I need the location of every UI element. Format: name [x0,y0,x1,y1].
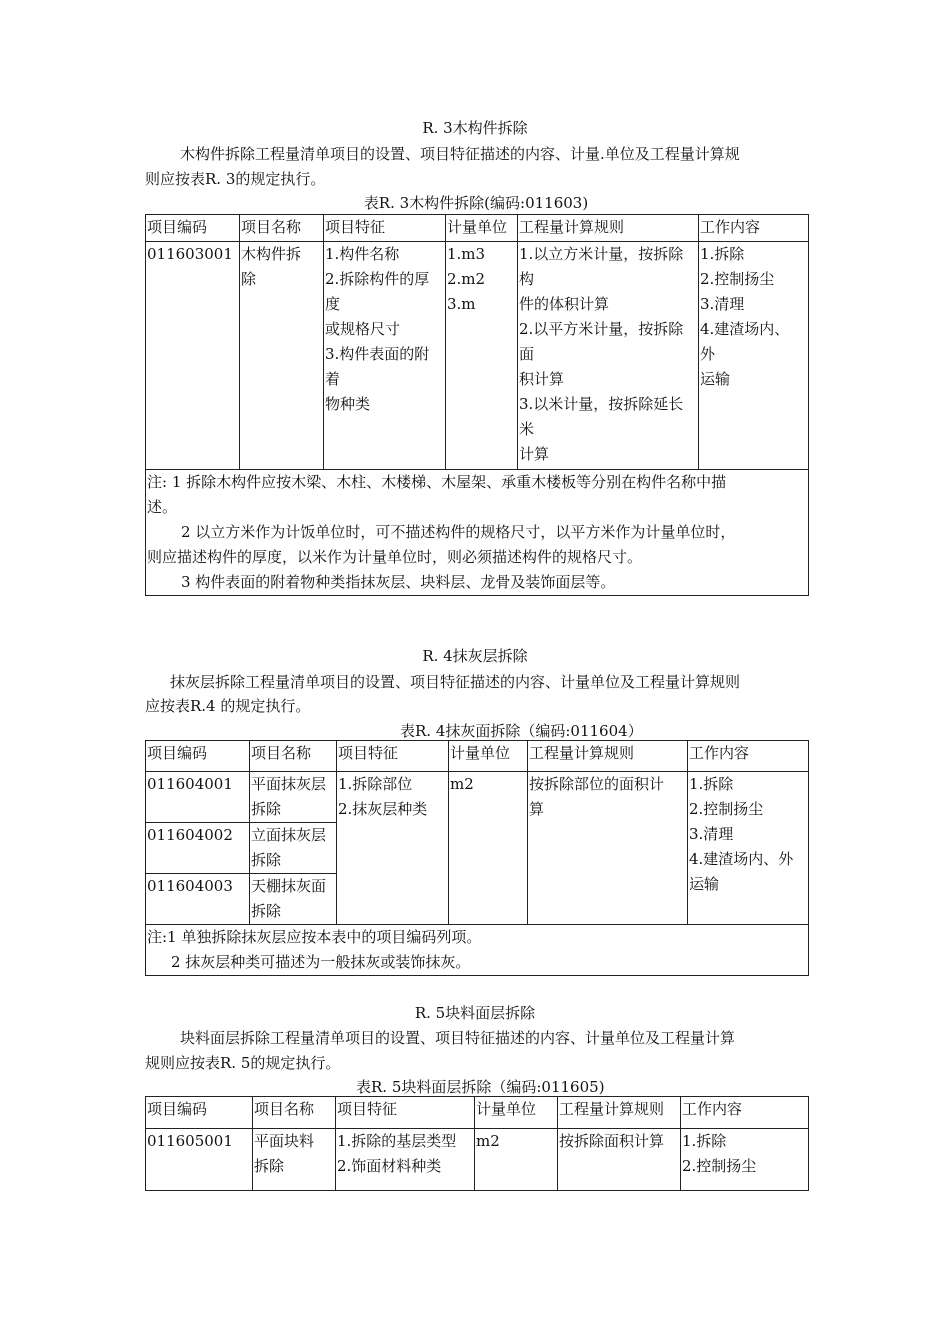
item-feature-cell [324,242,446,470]
notes-cell [146,925,809,976]
section-r5-table-caption: 表R. 5块料面层拆除（编码:011605) [356,1078,605,1096]
item-code: 011603001 [147,245,233,263]
item-name-cell [250,772,337,823]
item-code: 011604002 [147,826,233,844]
unit-line: m2 [476,1132,500,1150]
work-line: 3.清理 [700,295,745,313]
work-line: 运输 [700,370,731,388]
work-line: 3.清理 [689,825,734,843]
table-header-row [146,741,809,772]
feature-line: 度 [325,295,341,313]
header-cell: 项目特征 [324,215,446,242]
notes-cell [146,470,809,596]
unit-line: m2 [450,775,474,793]
rule-line: 构 [519,270,535,288]
header-cell: 项目编码 [146,741,250,772]
item-name-line: 拆除 [251,800,282,818]
work-line: 外 [700,345,716,363]
work-cell [688,772,809,925]
header-cell: 计量单位 [449,741,528,772]
section-r4-intro-line2: 应按表R.4 的规定执行。 [145,697,311,715]
section-r4-table-caption: 表R. 4抹灰面拆除（编码:011604） [400,722,643,740]
item-name-line: 平面抹灰层 [251,775,327,793]
note-line: 注: 1 拆除木构件应按木梁、木柱、木楼梯、木屋架、承重木楼板等分别在构件名称中描 [147,473,727,491]
section-r5-heading: R. 5块料面层拆除 [414,1004,536,1022]
feature-line: 2.饰面材料种类 [337,1157,442,1175]
feature-line: 3.构件表面的附 [325,345,430,363]
unit-cell [446,242,518,470]
feature-line: 1.构件名称 [325,245,400,263]
item-name-cell [240,242,324,470]
header-cell: 工作内容 [699,215,809,242]
header-cell: 项目编码 [146,1097,253,1129]
header-cell: 计量单位 [446,215,518,242]
rule-line: 计算 [519,445,550,463]
work-line: 1.拆除 [700,245,745,263]
table-row [146,772,809,823]
item-name-cell [253,1129,336,1191]
item-name-line: 拆除 [251,902,282,920]
notes-row [146,470,809,596]
item-name-line: 平面块料 [254,1132,315,1150]
item-code-cell [146,772,250,823]
note-line: 则应描述构件的厚度，以米作为计量单位时，则必须描述构件的规格尺寸。 [147,548,643,566]
note-line: 2 以立方米作为计饭单位时，可不描述构件的规格尺寸，以平方米作为计量单位时， [181,523,736,541]
feature-line: 2.拆除构件的厚 [325,270,430,288]
rule-line: 3.以米计量，按拆除延长 [519,395,684,413]
item-name-cell [250,874,337,925]
header-cell: 工程量计算规则 [558,1097,681,1129]
work-line: 2.控制扬尘 [700,270,775,288]
rule-line: 2.以平方米计量，按拆除 [519,320,684,338]
item-name-line: 除 [241,270,257,288]
notes-row [146,925,809,976]
section-r5-intro-line2: 规则应按表R. 5的规定执行。 [145,1054,341,1072]
feature-line: 2.抹灰层种类 [338,800,428,818]
item-code: 011604001 [147,775,233,793]
item-code: 011605001 [147,1132,233,1150]
item-name-line: 木构件拆 [241,245,302,263]
work-cell [681,1129,809,1191]
rule-line: 按拆除面积计算 [559,1132,665,1150]
unit-line: 1.m3 [447,245,486,263]
header-cell: 项目名称 [250,741,337,772]
note-line: 述。 [147,498,178,516]
item-code-cell [146,1129,253,1191]
header-cell: 项目特征 [336,1097,475,1129]
work-line: 2.控制扬尘 [682,1157,757,1175]
feature-line: 着 [325,370,341,388]
section-r3-intro-line2: 则应按表R. 3的规定执行。 [145,170,326,188]
rule-line: 算 [529,800,545,818]
table-r5 [145,1096,809,1191]
work-line: 1.拆除 [682,1132,727,1150]
rule-cell [528,772,688,925]
table-row [146,242,809,470]
unit-line: 3.m [447,295,476,313]
rule-line: 米 [519,420,535,438]
work-line: 运输 [689,875,720,893]
section-r4-intro-line1: 抹灰层拆除工程量清单项目的设置、项目特征描述的内容、计量单位及工程量计算规则 [170,673,741,691]
work-line: 2.控制扬尘 [689,800,764,818]
feature-line: 1.拆除的基层类型 [337,1132,457,1150]
unit-line: 2.m2 [447,270,486,288]
section-r3-table-caption: 表R. 3木构件拆除(编码:011603) [363,194,589,212]
header-cell: 工程量计算规则 [528,741,688,772]
item-feature-cell [337,772,449,925]
section-r5-intro-line1: 块料面层拆除工程量清单项目的设置、项目特征描述的内容、计量单位及工程量计算 [180,1029,736,1047]
unit-cell [449,772,528,925]
item-name-line: 拆除 [251,851,282,869]
rule-line: 件的体积计算 [519,295,610,313]
rule-line: 积计算 [519,370,565,388]
item-code-cell [146,823,250,874]
table-header-row [146,1097,809,1129]
header-cell: 计量单位 [475,1097,558,1129]
feature-line: 或规格尺寸 [325,320,401,338]
item-name-line: 立面抹灰层 [251,826,327,844]
table-r4 [145,740,809,976]
item-code: 011604003 [147,877,233,895]
work-line: 1.拆除 [689,775,734,793]
item-name-line: 天棚抹灰面 [251,877,327,895]
section-r4-heading: R. 4抹灰层拆除 [422,647,528,665]
unit-cell [475,1129,558,1191]
header-cell: 项目特征 [337,741,449,772]
note-line: 2 抹灰层种类可描述为一般抹灰或装饰抹灰。 [171,953,471,971]
note-line: 注:1 单独拆除抹灰层应按本表中的项目编码列项。 [147,928,482,946]
work-cell [699,242,809,470]
section-r3-intro-line1: 木构件拆除工程量清单项目的设置、项目特征描述的内容、计量.单位及工程量计算规 [180,145,740,163]
header-cell: 项目编码 [146,215,240,242]
work-line: 4.建渣场内、 [700,320,790,338]
rule-line: 面 [519,345,535,363]
header-cell: 项目名称 [253,1097,336,1129]
item-code-cell [146,242,240,470]
table-r3 [145,214,809,596]
header-cell: 工作内容 [681,1097,809,1129]
rule-line: 1.以立方米计量，按拆除 [519,245,684,263]
feature-line: 物种类 [325,395,371,413]
section-r3-heading: R. 3木构件拆除 [422,119,528,137]
item-feature-cell [336,1129,475,1191]
header-cell: 工作内容 [688,741,809,772]
header-cell: 项目名称 [240,215,324,242]
work-line: 4.建渣场内、外 [689,850,794,868]
table-row [146,1129,809,1191]
table-header-row [146,215,809,242]
rule-cell [518,242,699,470]
item-code-cell [146,874,250,925]
item-name-cell [250,823,337,874]
rule-line: 按拆除部位的面积计 [529,775,665,793]
rule-cell [558,1129,681,1191]
feature-line: 1.拆除部位 [338,775,413,793]
item-name-line: 拆除 [254,1157,285,1175]
header-cell: 工程量计算规则 [518,215,699,242]
note-line: 3 构件表面的附着物种类指抹灰层、块料层、龙骨及装饰面层等。 [181,573,616,591]
